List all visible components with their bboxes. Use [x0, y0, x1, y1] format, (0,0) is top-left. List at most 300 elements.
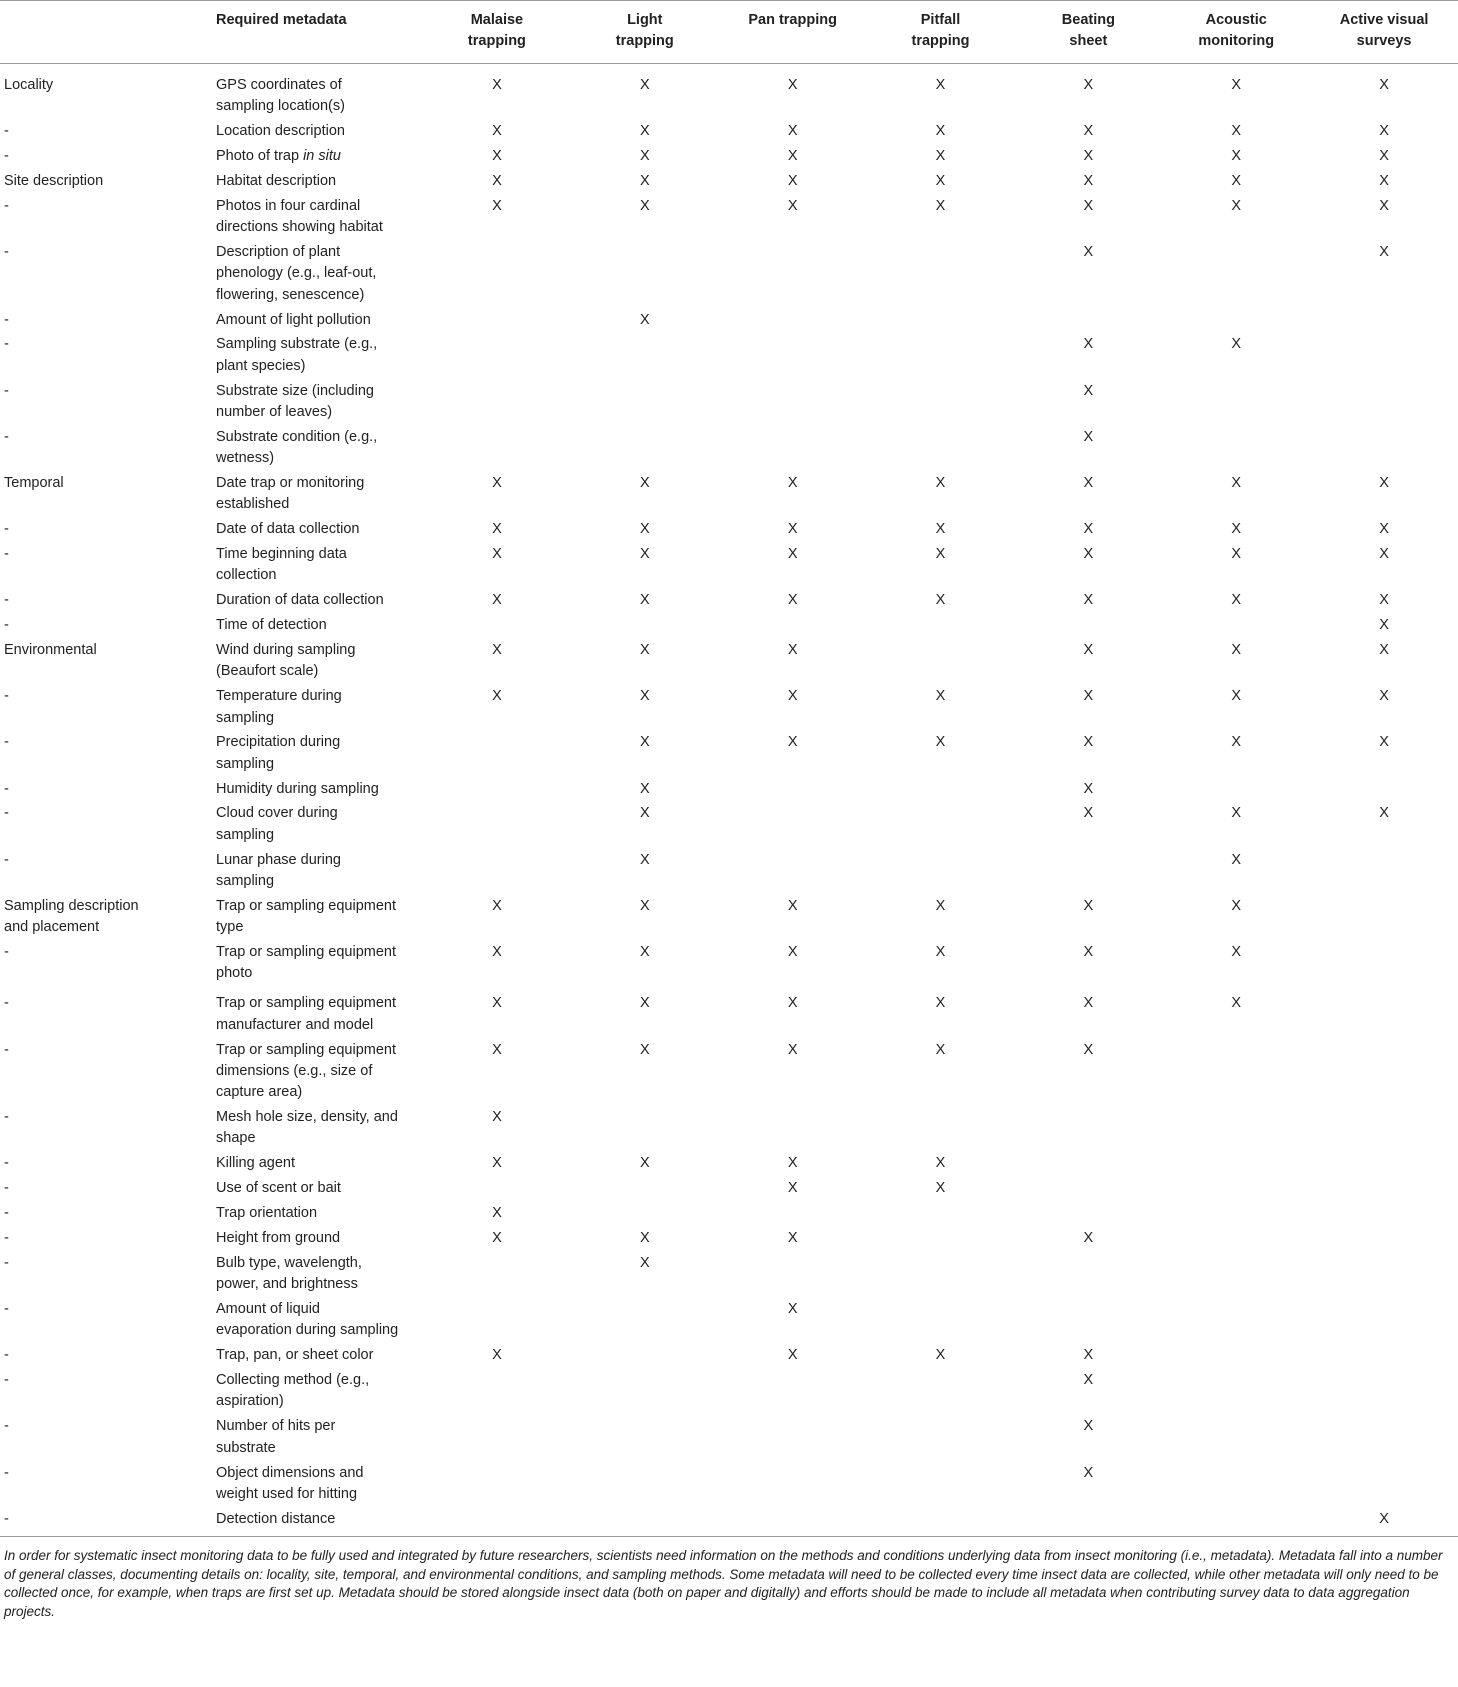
metadata-class-line: - — [4, 123, 9, 140]
method-mark-cell: X — [1379, 688, 1389, 705]
method-mark-cell: X — [1083, 1418, 1094, 1435]
method-mark-cell: X — [787, 521, 798, 538]
method-mark-cell: X — [639, 851, 650, 868]
required-metadata-line: capture area) — [216, 1084, 303, 1101]
table-row — [0, 333, 1458, 379]
method-mark-cell: X — [1231, 642, 1242, 659]
method-mark-cell: X — [787, 148, 798, 165]
method-mark-cell: X — [935, 688, 946, 705]
metadata-class-line: - — [4, 805, 9, 822]
metadata-class-line: - — [4, 521, 9, 538]
method-mark-cell: X — [639, 1229, 650, 1246]
table-row — [0, 777, 1458, 802]
method-mark-cell: X — [1083, 77, 1094, 93]
method-mark-cell: X — [639, 1254, 650, 1271]
method-mark-cell: X — [639, 123, 650, 140]
table-row — [0, 1226, 1458, 1251]
required-metadata-line: Number of hits per — [216, 1418, 336, 1435]
method-mark-cell: X — [1379, 734, 1389, 751]
required-metadata-cell — [213, 613, 423, 638]
header-method-line: Pan trapping — [748, 12, 837, 28]
method-mark-cell: X — [1379, 546, 1389, 563]
table-row — [0, 1343, 1458, 1368]
method-mark-cell — [1310, 1297, 1458, 1343]
method-mark-cell: X — [1379, 617, 1389, 634]
required-metadata-line: Detection distance — [216, 1510, 336, 1527]
table-header — [0, 1, 1458, 64]
method-mark-cell: X — [1083, 1464, 1094, 1481]
method-mark-cell: X — [1083, 428, 1094, 445]
required-metadata-cell — [213, 425, 423, 471]
header-method-line: Pitfall — [920, 12, 961, 28]
method-mark-cell: X — [492, 474, 502, 491]
method-mark-cell: X — [492, 148, 502, 165]
method-mark-cell: X — [1083, 642, 1094, 659]
table-row — [0, 308, 1458, 333]
method-mark-cell: X — [492, 1041, 502, 1058]
method-mark-cell: X — [1379, 805, 1389, 822]
header-method-2 — [719, 1, 867, 64]
method-mark-cell — [867, 777, 1015, 802]
method-mark-cell: X — [639, 995, 650, 1012]
table-row — [0, 1105, 1458, 1151]
method-mark-cell — [1162, 425, 1310, 471]
method-mark-cell: X — [1231, 123, 1242, 140]
table-row — [0, 613, 1458, 638]
table-row — [0, 1176, 1458, 1201]
metadata-class-cell — [0, 1461, 213, 1507]
method-mark-cell — [1162, 1415, 1310, 1461]
table-row — [0, 240, 1458, 307]
metadata-class-line: - — [4, 336, 9, 353]
method-mark-cell — [719, 802, 867, 848]
method-mark-cell — [1162, 1152, 1310, 1177]
method-mark-cell: X — [1231, 336, 1242, 353]
required-metadata-line: GPS coordinates of — [216, 77, 342, 93]
method-mark-cell: X — [935, 474, 946, 491]
required-metadata-line: sampling — [216, 826, 275, 843]
metadata-class-line: - — [4, 1180, 9, 1197]
required-metadata-cell — [213, 1201, 423, 1226]
method-mark-cell: X — [1083, 244, 1094, 261]
table-row — [0, 731, 1458, 777]
method-mark-cell: X — [787, 77, 798, 93]
required-metadata-cell — [213, 144, 423, 169]
method-mark-cell — [571, 1461, 719, 1507]
method-mark-cell: X — [639, 1155, 650, 1172]
method-mark-cell — [1310, 308, 1458, 333]
method-mark-cell — [1014, 848, 1162, 894]
required-metadata-cell — [213, 1105, 423, 1151]
method-mark-cell: X — [492, 1155, 502, 1172]
method-mark-cell — [1014, 1297, 1162, 1343]
method-mark-cell — [423, 1297, 571, 1343]
required-metadata-cell — [213, 1251, 423, 1297]
method-mark-cell — [1162, 613, 1310, 638]
method-mark-cell — [1310, 940, 1458, 991]
required-metadata-cell — [213, 802, 423, 848]
method-mark-cell: X — [1083, 197, 1094, 214]
metadata-class-line: - — [4, 148, 9, 165]
required-metadata-cell — [213, 894, 423, 940]
required-metadata-line: Object dimensions and — [216, 1464, 364, 1481]
method-mark-cell — [719, 1461, 867, 1507]
method-mark-cell: X — [1379, 1510, 1389, 1527]
method-mark-cell — [571, 333, 719, 379]
method-mark-cell — [719, 333, 867, 379]
metadata-class-cell — [0, 1176, 213, 1201]
method-mark-cell: X — [1231, 77, 1242, 93]
method-mark-cell: X — [1083, 1372, 1094, 1389]
method-mark-cell: X — [492, 123, 502, 140]
method-mark-cell — [1162, 1038, 1310, 1105]
required-metadata-cell — [213, 638, 423, 684]
table-body — [0, 64, 1458, 1537]
header-method-line: surveys — [1356, 33, 1412, 49]
method-mark-cell: X — [639, 780, 650, 797]
method-mark-cell: X — [1231, 688, 1242, 705]
method-mark-cell — [1162, 1226, 1310, 1251]
method-mark-cell — [1310, 1226, 1458, 1251]
table-row — [0, 684, 1458, 730]
required-metadata-line: aspiration) — [216, 1393, 284, 1410]
method-mark-cell — [571, 613, 719, 638]
method-mark-cell: X — [1231, 851, 1242, 868]
metadata-class-line: - — [4, 780, 9, 797]
method-mark-cell: X — [639, 944, 650, 961]
method-mark-cell: X — [935, 77, 946, 93]
method-mark-cell — [423, 240, 571, 307]
required-metadata-line: Habitat description — [216, 172, 337, 189]
method-mark-cell — [1310, 777, 1458, 802]
method-mark-cell: X — [787, 642, 798, 659]
method-mark-cell — [571, 1415, 719, 1461]
method-mark-cell: X — [1231, 546, 1242, 563]
required-metadata-line: Lunar phase during — [216, 851, 341, 868]
method-mark-cell — [1310, 1415, 1458, 1461]
method-mark-cell: X — [787, 123, 798, 140]
metadata-class-cell — [0, 308, 213, 333]
metadata-class-cell — [0, 1368, 213, 1414]
metadata-class-cell — [0, 471, 213, 517]
method-mark-cell: X — [787, 1041, 798, 1058]
method-mark-cell: X — [935, 1347, 946, 1364]
table-row — [0, 894, 1458, 940]
method-mark-cell: X — [935, 1155, 946, 1172]
method-mark-cell — [1014, 1105, 1162, 1151]
method-mark-cell: X — [639, 642, 650, 659]
method-mark-cell: X — [492, 995, 502, 1012]
method-mark-cell: X — [639, 1041, 650, 1058]
required-metadata-line: number of leaves) — [216, 403, 333, 420]
required-metadata-cell — [213, 64, 423, 120]
table-row — [0, 1201, 1458, 1226]
method-mark-cell — [423, 731, 571, 777]
method-mark-cell: X — [1379, 77, 1389, 93]
metadata-class-line: - — [4, 688, 9, 705]
method-mark-cell: X — [787, 172, 798, 189]
method-mark-cell — [1310, 379, 1458, 425]
table-row — [0, 638, 1458, 684]
method-mark-cell: X — [787, 474, 798, 491]
method-mark-cell — [571, 1507, 719, 1537]
method-mark-cell — [719, 1105, 867, 1151]
method-mark-cell: X — [492, 642, 502, 659]
table-row — [0, 588, 1458, 613]
header-method-line: monitoring — [1198, 33, 1275, 49]
metadata-class-cell — [0, 992, 213, 1038]
metadata-class-line: Sampling description — [4, 897, 139, 914]
required-metadata-line: evaporation during sampling — [216, 1322, 399, 1339]
method-mark-cell — [719, 1415, 867, 1461]
method-mark-cell: X — [935, 897, 946, 914]
method-mark-cell: X — [1083, 805, 1094, 822]
method-mark-cell: X — [1083, 521, 1094, 538]
metadata-class-cell — [0, 542, 213, 588]
method-mark-cell — [1310, 1038, 1458, 1105]
method-mark-cell — [867, 802, 1015, 848]
method-mark-cell — [1310, 1251, 1458, 1297]
required-metadata-cell — [213, 169, 423, 194]
header-method-line: trapping — [615, 33, 674, 49]
method-mark-cell: X — [1083, 336, 1094, 353]
method-mark-cell — [1162, 1368, 1310, 1414]
metadata-class-cell — [0, 1297, 213, 1343]
header-method-6 — [1310, 1, 1458, 64]
table-row — [0, 379, 1458, 425]
method-mark-cell: X — [787, 546, 798, 563]
method-mark-cell — [867, 1507, 1015, 1537]
metadata-class-cell — [0, 1415, 213, 1461]
method-mark-cell: X — [935, 734, 946, 751]
metadata-class-cell — [0, 1507, 213, 1537]
method-mark-cell: X — [787, 1155, 798, 1172]
method-mark-cell — [423, 1507, 571, 1537]
metadata-class-cell — [0, 64, 213, 120]
required-metadata-line: Substrate size (including — [216, 382, 374, 399]
method-mark-cell — [1310, 1201, 1458, 1226]
metadata-class-cell — [0, 731, 213, 777]
required-metadata-line: Duration of data collection — [216, 592, 384, 609]
method-mark-cell: X — [639, 592, 650, 609]
required-metadata-cell — [213, 731, 423, 777]
method-mark-cell — [1162, 1507, 1310, 1537]
header-method-3 — [867, 1, 1015, 64]
method-mark-cell: X — [639, 546, 650, 563]
method-mark-cell — [719, 425, 867, 471]
method-mark-cell: X — [787, 1347, 798, 1364]
required-metadata-cell — [213, 308, 423, 333]
metadata-class-cell — [0, 1105, 213, 1151]
required-metadata-line: Time of detection — [216, 617, 327, 634]
method-mark-cell: X — [1231, 474, 1242, 491]
method-mark-cell: X — [1083, 897, 1094, 914]
required-metadata-cell — [213, 1226, 423, 1251]
required-metadata-line: Wind during sampling — [216, 642, 356, 659]
required-metadata-line: Precipitation during — [216, 734, 341, 751]
method-mark-cell — [1310, 1152, 1458, 1177]
method-mark-cell — [1162, 1297, 1310, 1343]
method-mark-cell — [1014, 1201, 1162, 1226]
method-mark-cell — [571, 1105, 719, 1151]
method-mark-cell — [423, 379, 571, 425]
required-metadata-line: Trap or sampling equipment — [216, 944, 396, 961]
required-metadata-line: Trap, pan, or sheet color — [216, 1347, 374, 1364]
method-mark-cell: X — [787, 944, 798, 961]
required-metadata-cell — [213, 333, 423, 379]
metadata-class-cell — [0, 1226, 213, 1251]
required-metadata-cell — [213, 119, 423, 144]
header-method-line: Malaise — [470, 12, 524, 28]
required-metadata-line: Time beginning data — [216, 546, 347, 563]
method-mark-cell: X — [1379, 197, 1389, 214]
header-method-line: Light — [627, 12, 663, 28]
required-metadata-line: Mesh hole size, density, and — [216, 1109, 398, 1126]
metadata-class-line: - — [4, 1464, 9, 1481]
method-mark-cell — [1014, 308, 1162, 333]
metadata-class-cell — [0, 848, 213, 894]
method-mark-cell — [1014, 1152, 1162, 1177]
required-metadata-line: power, and brightness — [216, 1276, 358, 1293]
required-metadata-line: type — [216, 919, 244, 936]
method-mark-cell — [867, 1368, 1015, 1414]
required-metadata-line: sampling — [216, 709, 275, 726]
method-mark-cell: X — [1231, 197, 1242, 214]
method-mark-cell: X — [639, 474, 650, 491]
method-mark-cell: X — [1231, 592, 1242, 609]
method-mark-cell — [571, 1297, 719, 1343]
method-mark-cell: X — [492, 172, 502, 189]
method-mark-cell: X — [1379, 474, 1389, 491]
metadata-class-cell — [0, 1343, 213, 1368]
method-mark-cell: X — [639, 805, 650, 822]
method-mark-cell — [423, 1251, 571, 1297]
table-row — [0, 1507, 1458, 1537]
header-class — [0, 1, 213, 64]
method-mark-cell: X — [639, 172, 650, 189]
method-mark-cell — [423, 425, 571, 471]
metadata-class-cell — [0, 333, 213, 379]
method-mark-cell: X — [1379, 172, 1389, 189]
required-metadata-line: sampling — [216, 872, 275, 889]
metadata-class-line: - — [4, 1205, 9, 1222]
method-mark-cell: X — [935, 1180, 946, 1197]
method-mark-cell: X — [1231, 172, 1242, 189]
metadata-class-line: Site description — [4, 172, 104, 189]
required-metadata-line: sampling location(s) — [216, 98, 345, 115]
table-row — [0, 425, 1458, 471]
method-mark-cell — [423, 802, 571, 848]
metadata-class-cell — [0, 777, 213, 802]
required-metadata-cell — [213, 1461, 423, 1507]
metadata-class-line: - — [4, 944, 9, 961]
required-metadata-line: weight used for hitting — [216, 1485, 358, 1502]
required-metadata-cell — [213, 1507, 423, 1537]
required-metadata-line: Sampling substrate (e.g., — [216, 336, 378, 353]
method-mark-cell: X — [935, 148, 946, 165]
method-mark-cell — [423, 333, 571, 379]
method-mark-cell: X — [492, 1205, 502, 1222]
method-mark-cell: X — [1083, 1229, 1094, 1246]
required-metadata-line: Collecting method (e.g., — [216, 1372, 370, 1389]
table-row — [0, 1461, 1458, 1507]
header-method-line: Beating — [1061, 12, 1115, 28]
required-metadata-line: Trap or sampling equipment — [216, 995, 396, 1012]
method-mark-cell: X — [492, 1109, 502, 1126]
header-row — [0, 1, 1458, 64]
method-mark-cell — [571, 1201, 719, 1226]
required-metadata-line: Photo of trap in situ — [216, 148, 341, 165]
method-mark-cell — [423, 848, 571, 894]
metadata-class-cell — [0, 1038, 213, 1105]
method-mark-cell: X — [787, 197, 798, 214]
method-mark-cell: X — [1379, 521, 1389, 538]
metadata-class-line: - — [4, 311, 9, 328]
method-mark-cell: X — [1083, 1347, 1094, 1364]
header-method-line: sheet — [1069, 33, 1108, 49]
method-mark-cell — [867, 613, 1015, 638]
method-mark-cell: X — [1379, 244, 1389, 261]
required-metadata-cell — [213, 1176, 423, 1201]
metadata-class-line: Locality — [4, 77, 54, 93]
method-mark-cell — [719, 308, 867, 333]
metadata-class-line: - — [4, 1254, 9, 1271]
method-mark-cell: X — [1231, 148, 1242, 165]
required-metadata-line: Amount of light pollution — [216, 311, 371, 328]
table-row — [0, 848, 1458, 894]
method-mark-cell: X — [935, 546, 946, 563]
metadata-class-line: - — [4, 617, 9, 634]
method-mark-cell: X — [1083, 474, 1094, 491]
method-mark-cell — [1310, 1368, 1458, 1414]
method-mark-cell — [867, 1415, 1015, 1461]
method-mark-cell — [1014, 1251, 1162, 1297]
method-mark-cell — [1310, 1105, 1458, 1151]
method-mark-cell: X — [492, 77, 502, 93]
method-mark-cell — [719, 777, 867, 802]
method-mark-cell: X — [787, 688, 798, 705]
required-metadata-line: flowering, senescence) — [216, 286, 365, 303]
header-method-0 — [423, 1, 571, 64]
method-mark-cell: X — [492, 521, 502, 538]
metadata-class-cell — [0, 638, 213, 684]
required-metadata-cell — [213, 1368, 423, 1414]
method-mark-cell — [867, 1297, 1015, 1343]
header-method-line: trapping — [467, 33, 526, 49]
metadata-class-cell — [0, 1251, 213, 1297]
required-metadata-cell — [213, 1038, 423, 1105]
metadata-class-line: - — [4, 1301, 9, 1318]
method-mark-cell — [423, 1461, 571, 1507]
required-metadata-cell — [213, 471, 423, 517]
required-metadata-line: Temperature during — [216, 688, 342, 705]
metadata-class-line: - — [4, 1418, 9, 1435]
method-mark-cell — [867, 240, 1015, 307]
metadata-class-cell — [0, 119, 213, 144]
method-mark-cell — [719, 1201, 867, 1226]
method-mark-cell — [719, 1251, 867, 1297]
metadata-class-line: - — [4, 1109, 9, 1126]
required-metadata-line: Date trap or monitoring — [216, 474, 365, 491]
metadata-class-line: - — [4, 734, 9, 751]
metadata-class-line: - — [4, 851, 9, 868]
method-mark-cell — [571, 240, 719, 307]
method-mark-cell: X — [1231, 805, 1242, 822]
method-mark-cell: X — [787, 734, 798, 751]
method-mark-cell — [867, 308, 1015, 333]
table-row — [0, 802, 1458, 848]
table-row — [0, 119, 1458, 144]
